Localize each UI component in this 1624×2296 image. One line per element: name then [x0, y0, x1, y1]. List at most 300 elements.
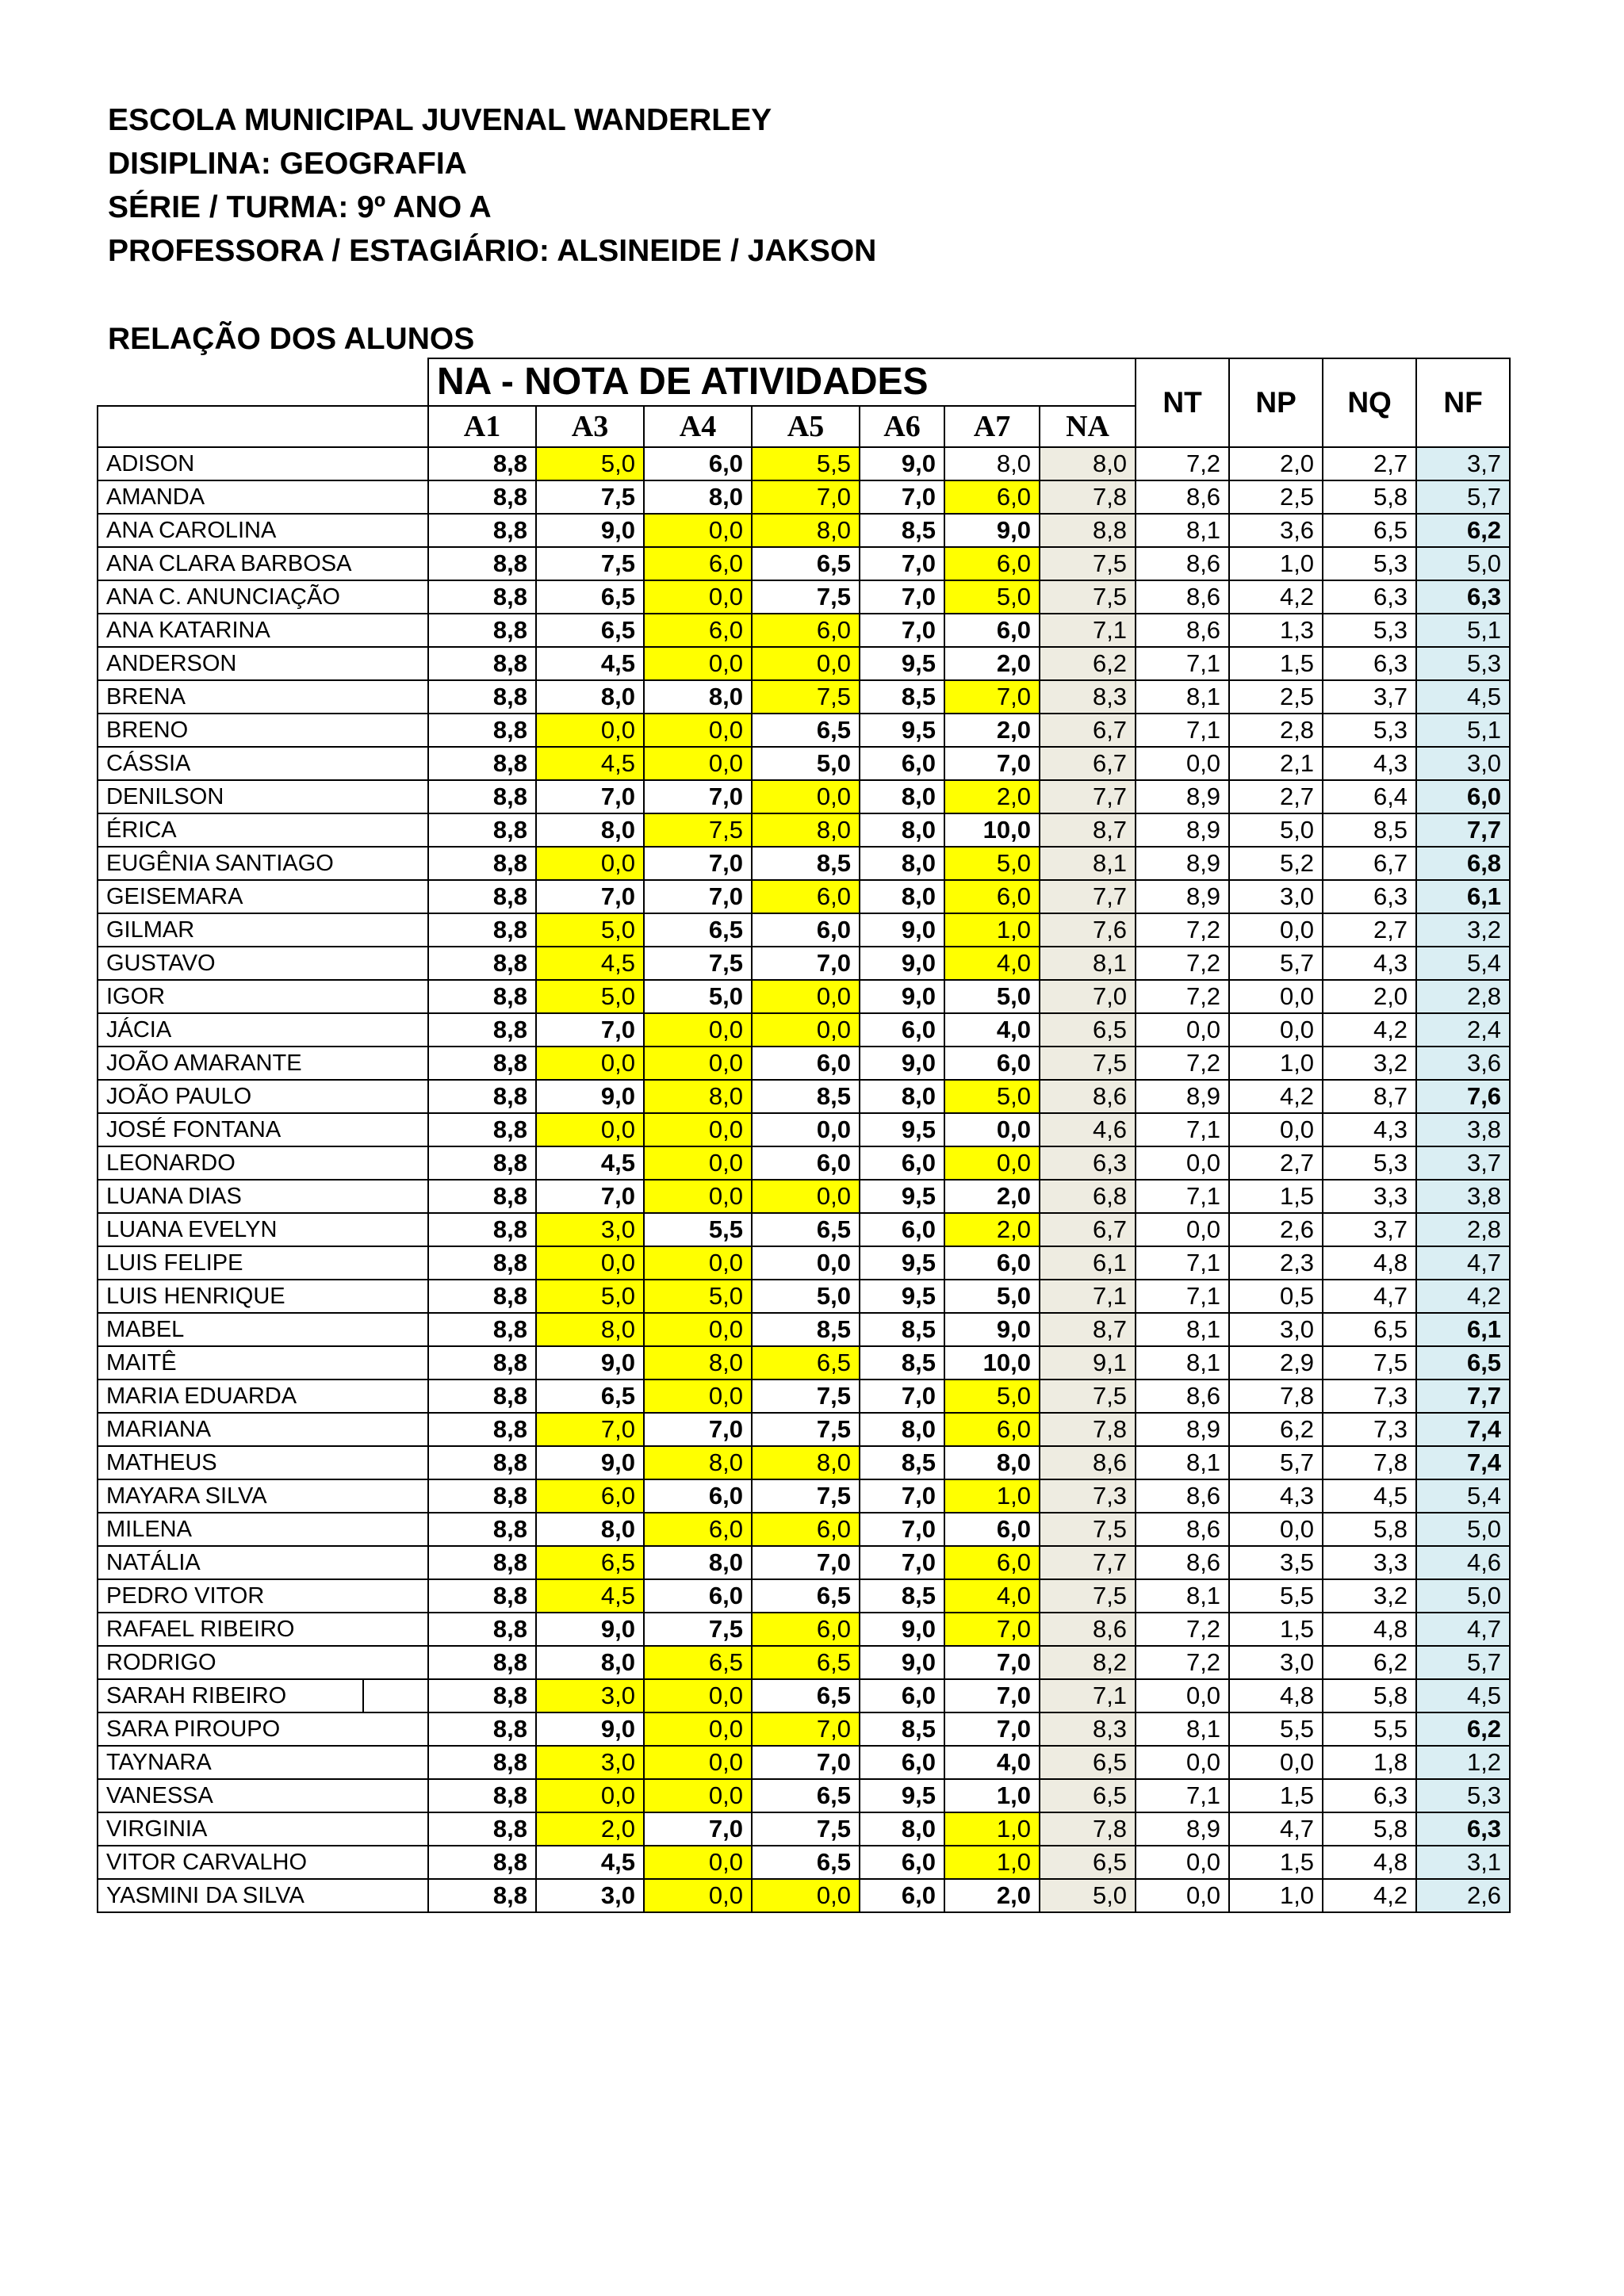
table-row — [98, 1446, 1510, 1479]
grade-cell-nf: 7,7 — [1416, 813, 1510, 847]
student-name — [98, 1613, 428, 1646]
grade-cell-a4: 7,0 — [644, 1812, 752, 1846]
grade-cell-a6: 7,0 — [860, 1479, 944, 1513]
grade-cell-np: 0,0 — [1229, 913, 1323, 947]
grade-cell-nt: 8,9 — [1136, 1413, 1229, 1446]
student-name-text: BRENA — [106, 684, 186, 710]
grade-cell-na: 4,6 — [1040, 1113, 1136, 1146]
grade-cell-a5: 6,5 — [752, 547, 860, 580]
grade-cell-na: 7,8 — [1040, 1413, 1136, 1446]
grade-cell-nf: 5,1 — [1416, 614, 1510, 647]
grade-cell-a1: 8,8 — [428, 980, 536, 1013]
student-name — [98, 1712, 428, 1746]
school-name: ESCOLA MUNICIPAL JUVENAL WANDERLEY — [108, 103, 772, 137]
grade-cell-nq: 6,5 — [1323, 1313, 1416, 1346]
grade-cell-nf: 5,3 — [1416, 647, 1510, 680]
grade-cell-a5: 8,5 — [752, 1080, 860, 1113]
grade-cell-a7: 7,0 — [944, 680, 1040, 714]
grade-cell-nt: 8,6 — [1136, 580, 1229, 614]
grade-cell-a5: 0,0 — [752, 1180, 860, 1213]
table-row — [98, 947, 1510, 980]
grade-cell-a1: 8,8 — [428, 813, 536, 847]
table-row — [98, 1779, 1510, 1812]
student-name — [98, 1180, 428, 1213]
grade-cell-a3: 0,0 — [536, 1113, 644, 1146]
grade-cell-nq: 4,8 — [1323, 1246, 1416, 1280]
grade-cell-na: 6,3 — [1040, 1146, 1136, 1180]
grade-cell-a1: 8,8 — [428, 1080, 536, 1113]
subject-line: DISIPLINA: GEOGRAFIA — [108, 147, 467, 181]
table-row — [98, 1113, 1510, 1146]
grade-cell-a1: 8,8 — [428, 1679, 536, 1712]
grade-cell-a1: 8,8 — [428, 1712, 536, 1746]
student-name — [98, 1446, 428, 1479]
grade-cell-a5: 6,5 — [752, 1846, 860, 1879]
grade-cell-na: 8,3 — [1040, 680, 1136, 714]
grade-cell-a1: 8,8 — [428, 1346, 536, 1380]
grade-cell-na: 6,5 — [1040, 1746, 1136, 1779]
grade-cell-nq: 3,2 — [1323, 1579, 1416, 1613]
grade-cell-np: 2,5 — [1229, 680, 1323, 714]
student-name-text: MATHEUS — [106, 1450, 217, 1475]
grade-cell-nt: 7,1 — [1136, 1113, 1229, 1146]
grade-cell-a4: 0,0 — [644, 580, 752, 614]
grade-cell-nf: 6,1 — [1416, 1313, 1510, 1346]
grade-cell-nt: 8,6 — [1136, 547, 1229, 580]
grade-cell-nf: 5,4 — [1416, 1479, 1510, 1513]
student-name-text: ÉRICA — [106, 817, 177, 843]
grade-cell-nt: 7,1 — [1136, 714, 1229, 747]
student-name-text: JOÃO PAULO — [106, 1084, 252, 1109]
grade-cell-nf: 6,0 — [1416, 780, 1510, 813]
grade-cell-nt: 8,9 — [1136, 880, 1229, 913]
grade-cell-nf: 5,0 — [1416, 1579, 1510, 1613]
grade-cell-nq: 5,3 — [1323, 714, 1416, 747]
grade-cell-np: 2,1 — [1229, 747, 1323, 780]
grade-cell-a3: 0,0 — [536, 847, 644, 880]
student-name-text: YASMINI DA SILVA — [106, 1883, 304, 1908]
grade-cell-a6: 7,0 — [860, 614, 944, 647]
grade-cell-a7: 4,0 — [944, 1746, 1040, 1779]
grade-cell-np: 3,0 — [1229, 1313, 1323, 1346]
grade-cell-a3: 9,0 — [536, 1613, 644, 1646]
grade-cell-nt: 7,1 — [1136, 1180, 1229, 1213]
student-name — [98, 547, 428, 580]
grade-cell-na: 6,7 — [1040, 714, 1136, 747]
grade-cell-nf: 4,7 — [1416, 1613, 1510, 1646]
student-name-text: GEISEMARA — [106, 884, 243, 909]
student-name-text: MILENA — [106, 1517, 192, 1542]
grade-cell-na: 5,0 — [1040, 1879, 1136, 1912]
student-name — [98, 1346, 428, 1380]
grade-cell-a3: 7,0 — [536, 780, 644, 813]
grade-cell-nf: 5,0 — [1416, 547, 1510, 580]
grade-cell-a4: 7,0 — [644, 1413, 752, 1446]
grade-cell-na: 7,1 — [1040, 1280, 1136, 1313]
grade-cell-nt: 7,2 — [1136, 1613, 1229, 1646]
grade-cell-a3: 0,0 — [536, 1246, 644, 1280]
grade-cell-nq: 5,8 — [1323, 1513, 1416, 1546]
grade-cell-a4: 7,0 — [644, 880, 752, 913]
grade-cell-a5: 0,0 — [752, 780, 860, 813]
grade-cell-a5: 8,5 — [752, 847, 860, 880]
grade-cell-nf: 6,2 — [1416, 514, 1510, 547]
grade-cell-a1: 8,8 — [428, 780, 536, 813]
grade-cell-a3: 7,5 — [536, 480, 644, 514]
grade-cell-a4: 8,0 — [644, 1546, 752, 1579]
student-name-text: VIRGINIA — [106, 1816, 208, 1842]
grade-cell-a1: 8,8 — [428, 514, 536, 547]
student-name — [98, 580, 428, 614]
grades-body — [98, 447, 1510, 1912]
grade-cell-nt: 8,1 — [1136, 1712, 1229, 1746]
grade-cell-a4: 0,0 — [644, 1679, 752, 1712]
grade-cell-a4: 0,0 — [644, 1180, 752, 1213]
grade-cell-nf: 3,7 — [1416, 1146, 1510, 1180]
grade-cell-a5: 6,0 — [752, 880, 860, 913]
student-name — [98, 1213, 428, 1246]
grade-cell-nf: 5,7 — [1416, 1646, 1510, 1679]
grade-cell-na: 7,3 — [1040, 1479, 1136, 1513]
grade-cell-a1: 8,8 — [428, 680, 536, 714]
grade-cell-a3: 6,0 — [536, 1479, 644, 1513]
student-name-text: PEDRO VITOR — [106, 1583, 265, 1609]
grade-cell-nq: 4,2 — [1323, 1879, 1416, 1912]
grade-cell-na: 8,8 — [1040, 514, 1136, 547]
grade-cell-np: 7,8 — [1229, 1380, 1323, 1413]
grade-cell-nf: 3,7 — [1416, 447, 1510, 480]
student-name-text: VANESSA — [106, 1783, 213, 1808]
grade-cell-a5: 5,5 — [752, 447, 860, 480]
grade-cell-a4: 0,0 — [644, 714, 752, 747]
table-row — [98, 480, 1510, 514]
class-line: SÉRIE / TURMA: 9º ANO A — [108, 190, 492, 224]
grade-cell-nq: 5,8 — [1323, 480, 1416, 514]
grade-cell-a3: 7,5 — [536, 547, 644, 580]
table-row — [98, 980, 1510, 1013]
grade-cell-nq: 8,7 — [1323, 1080, 1416, 1113]
grade-cell-nt: 8,9 — [1136, 1080, 1229, 1113]
grade-cell-a4: 0,0 — [644, 1113, 752, 1146]
table-row — [98, 1346, 1510, 1380]
grade-cell-nq: 4,2 — [1323, 1013, 1416, 1047]
grade-cell-a7: 1,0 — [944, 1479, 1040, 1513]
grade-cell-a6: 8,0 — [860, 1812, 944, 1846]
grade-cell-np: 1,5 — [1229, 1779, 1323, 1812]
grade-cell-a5: 0,0 — [752, 1879, 860, 1912]
grade-cell-nq: 1,8 — [1323, 1746, 1416, 1779]
grade-cell-a7: 0,0 — [944, 1113, 1040, 1146]
grade-cell-nf: 5,4 — [1416, 947, 1510, 980]
student-name-text: ANA CLARA BARBOSA — [106, 551, 352, 576]
grade-cell-nq: 4,3 — [1323, 947, 1416, 980]
student-name — [98, 747, 428, 780]
grade-cell-a3: 6,5 — [536, 1546, 644, 1579]
column-header-a6: A6 — [860, 406, 944, 447]
grade-cell-nq: 4,8 — [1323, 1846, 1416, 1879]
grade-cell-np: 5,5 — [1229, 1712, 1323, 1746]
grade-cell-nq: 6,3 — [1323, 647, 1416, 680]
student-name-text: MARIA EDUARDA — [106, 1383, 297, 1409]
grade-cell-a7: 5,0 — [944, 1280, 1040, 1313]
student-name — [98, 1146, 428, 1180]
grade-cell-nq: 3,3 — [1323, 1546, 1416, 1579]
grade-cell-nq: 6,3 — [1323, 880, 1416, 913]
grade-cell-a1: 8,8 — [428, 614, 536, 647]
grade-cell-nt: 7,2 — [1136, 1646, 1229, 1679]
grade-cell-nt: 7,2 — [1136, 947, 1229, 980]
grade-cell-np: 3,5 — [1229, 1546, 1323, 1579]
grade-cell-a4: 0,0 — [644, 747, 752, 780]
grade-cell-a6: 7,0 — [860, 1380, 944, 1413]
grade-cell-np: 2,7 — [1229, 780, 1323, 813]
grade-cell-a5: 6,0 — [752, 1513, 860, 1546]
grade-cell-na: 7,0 — [1040, 980, 1136, 1013]
grade-cell-a4: 8,0 — [644, 480, 752, 514]
table-row — [98, 747, 1510, 780]
grade-cell-nf: 5,1 — [1416, 714, 1510, 747]
student-name — [98, 1879, 428, 1912]
student-name-text: MARIANA — [106, 1417, 212, 1442]
grade-cell-nq: 6,3 — [1323, 580, 1416, 614]
grade-cell-a6: 7,0 — [860, 580, 944, 614]
grade-cell-a3: 7,0 — [536, 1180, 644, 1213]
cell-divider — [362, 1680, 364, 1712]
grade-cell-a1: 8,8 — [428, 913, 536, 947]
grade-cell-a5: 6,0 — [752, 1047, 860, 1080]
grade-cell-np: 2,9 — [1229, 1346, 1323, 1380]
grade-cell-a6: 9,5 — [860, 1280, 944, 1313]
grade-cell-a6: 6,0 — [860, 1679, 944, 1712]
grade-cell-np: 5,2 — [1229, 847, 1323, 880]
grade-cell-a1: 8,8 — [428, 480, 536, 514]
table-row — [98, 1846, 1510, 1879]
grade-cell-nf: 4,2 — [1416, 1280, 1510, 1313]
grade-cell-a1: 8,8 — [428, 1479, 536, 1513]
student-name — [98, 714, 428, 747]
grade-cell-a6: 9,0 — [860, 1047, 944, 1080]
grade-cell-a7: 8,0 — [944, 447, 1040, 480]
grade-cell-a7: 6,0 — [944, 1047, 1040, 1080]
grade-cell-na: 7,5 — [1040, 547, 1136, 580]
grade-cell-na: 9,1 — [1040, 1346, 1136, 1380]
student-name-text: JÁCIA — [106, 1017, 172, 1043]
grade-cell-a5: 6,0 — [752, 614, 860, 647]
grade-cell-nt: 8,6 — [1136, 1479, 1229, 1513]
grade-cell-a6: 8,5 — [860, 1446, 944, 1479]
name-column-header — [98, 406, 428, 447]
grade-cell-a5: 6,5 — [752, 1579, 860, 1613]
grade-cell-np: 0,0 — [1229, 1013, 1323, 1047]
grade-cell-a7: 7,0 — [944, 1613, 1040, 1646]
grade-cell-a4: 6,5 — [644, 913, 752, 947]
grade-cell-np: 0,0 — [1229, 1513, 1323, 1546]
grade-cell-a6: 9,5 — [860, 1779, 944, 1812]
grade-cell-nt: 0,0 — [1136, 1846, 1229, 1879]
grade-cell-a3: 5,0 — [536, 913, 644, 947]
grade-cell-na: 8,0 — [1040, 447, 1136, 480]
grade-cell-a1: 8,8 — [428, 1246, 536, 1280]
grade-cell-a4: 0,0 — [644, 1246, 752, 1280]
student-name — [98, 813, 428, 847]
grade-cell-a1: 8,8 — [428, 1313, 536, 1346]
grade-cell-a1: 8,8 — [428, 1113, 536, 1146]
grade-cell-nq: 8,5 — [1323, 813, 1416, 847]
grade-cell-nf: 6,3 — [1416, 580, 1510, 614]
grade-cell-a7: 6,0 — [944, 880, 1040, 913]
grade-cell-a3: 8,0 — [536, 813, 644, 847]
grade-cell-nt: 8,1 — [1136, 1579, 1229, 1613]
table-row — [98, 1380, 1510, 1413]
grade-cell-a1: 8,8 — [428, 1047, 536, 1080]
student-name — [98, 1047, 428, 1080]
grade-cell-a4: 0,0 — [644, 1047, 752, 1080]
grade-cell-a5: 7,5 — [752, 1380, 860, 1413]
grade-cell-a3: 4,5 — [536, 1146, 644, 1180]
grade-cell-a3: 3,0 — [536, 1679, 644, 1712]
grade-cell-np: 4,2 — [1229, 1080, 1323, 1113]
grade-cell-a7: 6,0 — [944, 1546, 1040, 1579]
grade-cell-a3: 0,0 — [536, 714, 644, 747]
grade-cell-np: 2,7 — [1229, 1146, 1323, 1180]
student-name — [98, 1546, 428, 1579]
grade-cell-a6: 9,0 — [860, 913, 944, 947]
grade-cell-np: 4,7 — [1229, 1812, 1323, 1846]
grade-cell-a5: 6,0 — [752, 913, 860, 947]
table-row — [98, 813, 1510, 847]
grade-cell-a5: 7,5 — [752, 1479, 860, 1513]
grade-cell-a3: 0,0 — [536, 1047, 644, 1080]
column-header-nf: NF — [1416, 358, 1510, 447]
grade-cell-a6: 9,5 — [860, 1246, 944, 1280]
grade-cell-na: 8,7 — [1040, 813, 1136, 847]
grade-cell-a6: 6,0 — [860, 747, 944, 780]
grade-cell-a3: 8,0 — [536, 1313, 644, 1346]
grade-cell-a1: 8,8 — [428, 847, 536, 880]
grade-cell-a4: 7,5 — [644, 1613, 752, 1646]
student-name — [98, 1013, 428, 1047]
student-name — [98, 1380, 428, 1413]
student-name-text: SARAH RIBEIRO — [106, 1683, 287, 1709]
table-row — [98, 1479, 1510, 1513]
grade-cell-a3: 9,0 — [536, 1346, 644, 1380]
grade-cell-nf: 6,5 — [1416, 1346, 1510, 1380]
grade-cell-nt: 0,0 — [1136, 1013, 1229, 1047]
grade-cell-nf: 6,2 — [1416, 1712, 1510, 1746]
student-name — [98, 913, 428, 947]
grade-cell-np: 2,6 — [1229, 1213, 1323, 1246]
grade-cell-a6: 8,5 — [860, 1313, 944, 1346]
grade-cell-nf: 5,3 — [1416, 1779, 1510, 1812]
grade-cell-a7: 5,0 — [944, 1080, 1040, 1113]
grade-cell-nt: 7,2 — [1136, 1047, 1229, 1080]
grade-cell-a3: 9,0 — [536, 1080, 644, 1113]
grade-cell-np: 2,8 — [1229, 714, 1323, 747]
table-row — [98, 1712, 1510, 1746]
grade-cell-a6: 9,0 — [860, 980, 944, 1013]
grade-cell-a5: 7,5 — [752, 1812, 860, 1846]
grade-cell-nq: 4,3 — [1323, 1113, 1416, 1146]
grade-cell-a6: 8,0 — [860, 1413, 944, 1446]
grade-cell-np: 1,5 — [1229, 1613, 1323, 1646]
grade-cell-nq: 4,7 — [1323, 1280, 1416, 1313]
grade-cell-a1: 8,8 — [428, 1380, 536, 1413]
grade-cell-a1: 8,8 — [428, 1812, 536, 1846]
grade-cell-np: 5,7 — [1229, 947, 1323, 980]
grade-cell-nq: 6,2 — [1323, 1646, 1416, 1679]
grade-cell-a6: 8,0 — [860, 1080, 944, 1113]
grade-cell-a5: 6,5 — [752, 1679, 860, 1712]
student-name — [98, 1479, 428, 1513]
grade-cell-nq: 2,7 — [1323, 447, 1416, 480]
student-name — [98, 647, 428, 680]
grade-cell-a4: 0,0 — [644, 1380, 752, 1413]
grade-cell-a7: 0,0 — [944, 1146, 1040, 1180]
student-name — [98, 1812, 428, 1846]
grade-cell-nf: 5,7 — [1416, 480, 1510, 514]
grade-cell-nt: 8,1 — [1136, 680, 1229, 714]
grade-cell-na: 7,7 — [1040, 1546, 1136, 1579]
column-header-a1: A1 — [428, 406, 536, 447]
table-row — [98, 780, 1510, 813]
grade-cell-a7: 7,0 — [944, 1712, 1040, 1746]
grade-cell-a7: 10,0 — [944, 1346, 1040, 1380]
grade-cell-a5: 8,5 — [752, 1313, 860, 1346]
grade-cell-a7: 5,0 — [944, 1380, 1040, 1413]
grade-cell-a1: 8,8 — [428, 880, 536, 913]
student-name-text: ANDERSON — [106, 651, 237, 676]
student-name-text: NATÁLIA — [106, 1550, 201, 1575]
grade-cell-na: 7,1 — [1040, 614, 1136, 647]
grade-cell-a6: 6,0 — [860, 1746, 944, 1779]
student-name — [98, 980, 428, 1013]
student-name — [98, 1646, 428, 1679]
student-name-text: LUANA EVELYN — [106, 1217, 278, 1242]
grade-cell-a5: 7,0 — [752, 1712, 860, 1746]
grade-cell-np: 0,0 — [1229, 1746, 1323, 1779]
grade-cell-a4: 0,0 — [644, 647, 752, 680]
grade-cell-na: 6,5 — [1040, 1779, 1136, 1812]
grade-cell-a7: 9,0 — [944, 514, 1040, 547]
grade-cell-a1: 8,8 — [428, 1213, 536, 1246]
grade-cell-np: 5,7 — [1229, 1446, 1323, 1479]
table-row — [98, 1180, 1510, 1213]
grade-cell-nf: 7,6 — [1416, 1080, 1510, 1113]
grade-cell-np: 1,0 — [1229, 547, 1323, 580]
grade-cell-a4: 6,0 — [644, 1479, 752, 1513]
grade-cell-a1: 8,8 — [428, 1013, 536, 1047]
student-name-text: EUGÊNIA SANTIAGO — [106, 851, 334, 876]
grade-cell-a4: 6,0 — [644, 1513, 752, 1546]
student-name-text: MAYARA SILVA — [106, 1483, 267, 1509]
table-row — [98, 614, 1510, 647]
grade-cell-a1: 8,8 — [428, 1879, 536, 1912]
grade-cell-a3: 5,0 — [536, 447, 644, 480]
grade-cell-a6: 8,0 — [860, 847, 944, 880]
grade-cell-nf: 7,4 — [1416, 1446, 1510, 1479]
grade-cell-a1: 8,8 — [428, 1546, 536, 1579]
grade-cell-np: 2,0 — [1229, 447, 1323, 480]
student-name-text: RODRIGO — [106, 1650, 216, 1675]
grade-cell-a7: 6,0 — [944, 1513, 1040, 1546]
name-cell-split — [106, 1680, 419, 1712]
grade-cell-a4: 0,0 — [644, 1013, 752, 1047]
grade-cell-a3: 9,0 — [536, 1446, 644, 1479]
grade-cell-a5: 7,0 — [752, 480, 860, 514]
grade-cell-a3: 3,0 — [536, 1879, 644, 1912]
grade-cell-a6: 9,0 — [860, 1613, 944, 1646]
grade-cell-nf: 1,2 — [1416, 1746, 1510, 1779]
